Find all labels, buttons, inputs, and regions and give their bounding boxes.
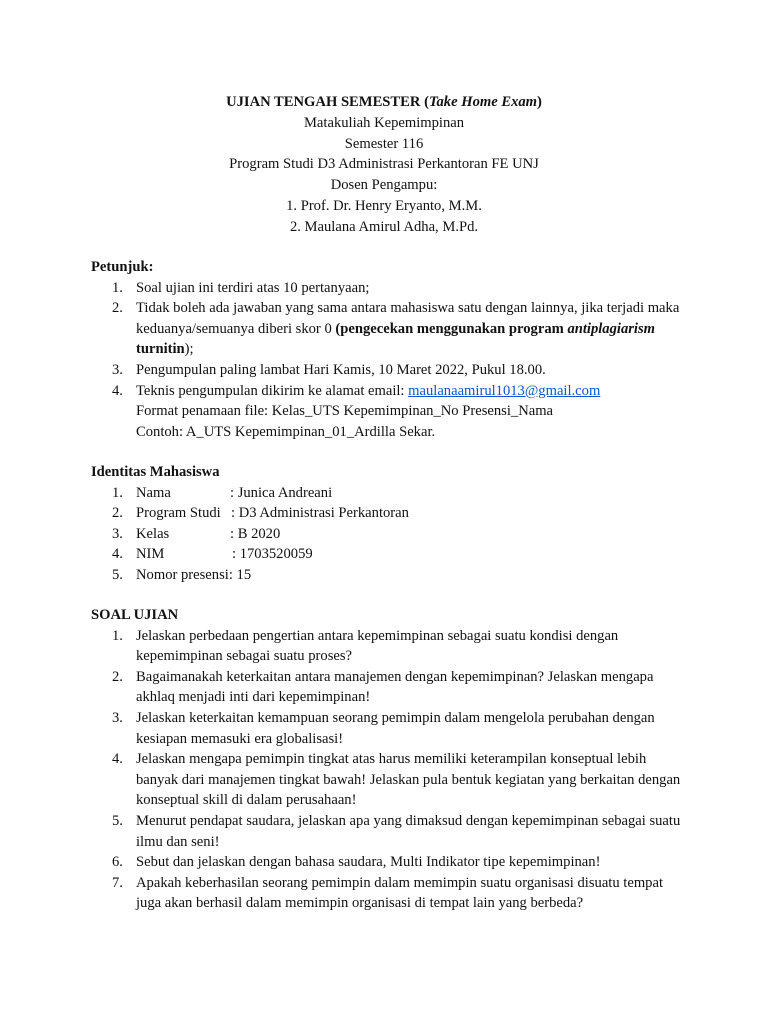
identity-heading: Identitas Mahasiswa <box>91 464 220 480</box>
instructions-list <box>91 278 691 443</box>
list-item: 5. Menurut pendapat saudara, jelaskan apa yang dimaksud dengan kepemimpinan sebagai suatu ilmu dan seni! <box>112 812 681 850</box>
course-name: Matakuliah Kepemimpinan <box>303 114 465 131</box>
exam-header <box>0 92 768 238</box>
list-item: 7. Apakah keberhasilan seorang pemimpin dalam memimpin suatu organisasi disuatu tempat juga akan berhasil dalam memimpin organisasi di tempat lain yang berbeda? <box>112 874 664 912</box>
lecturer-2: 2. Maulana Amirul Adha, M.Pd. <box>289 218 479 235</box>
list-item: 2. Program Studi : D3 Administrasi Perkantoran <box>112 505 409 522</box>
list-item: 3. Jelaskan keterkaitan kemampuan seorang pemimpin dalam mengelola perubahan dengan kesiapan memasuki era globalisasi! <box>112 709 655 747</box>
exam-title: UJIAN TENGAH SEMESTER (Take Home Exam) <box>226 94 542 110</box>
list-item: 3. Pengumpulan paling lambat Hari Kamis, 10 Maret 2022, Pukul 18.00. <box>112 361 546 378</box>
list-item: 4. Jelaskan mengapa pemimpin tingkat atas harus memiliki keterampilan konseptual lebih banyak dari manajemen tingkat bawah! Jelaskan pula bentuk kegiatan yang berkaitan dengan konseptual skill di dalam perusahaan! <box>112 751 681 809</box>
list-item: 2. Tidak boleh ada jawaban yang sama antara mahasiswa satu dengan lainnya, jika terjadi maka keduanya/semuanya diberi skor 0 (pengecekan menggunakan program antiplagiarism turnitin); <box>112 300 680 358</box>
questions-list <box>91 626 691 914</box>
list-item: 1. Soal ujian ini terdiri atas 10 pertanyaan; <box>112 279 370 296</box>
instructions-heading: Petunjuk: <box>91 259 154 275</box>
list-item: 4. NIM : 1703520059 <box>112 546 313 563</box>
questions-heading: SOAL UJIAN <box>91 607 179 623</box>
study-program: Program Studi D3 Administrasi Perkantoran FE UNJ <box>229 156 539 173</box>
list-item: 3. Kelas : B 2020 <box>112 525 281 542</box>
email-link[interactable]: maulanaamirul1013@gmail.com <box>408 382 601 399</box>
list-item: 6. Sebut dan jelaskan dengan bahasa saudara, Multi Indikator tipe kepemimpinan! <box>112 854 601 871</box>
list-item: 1. Jelaskan perbedaan pengertian antara kepemimpinan sebagai suatu kondisi dengan kepemimpinan sebagai suatu proses? <box>112 627 619 665</box>
list-item: 2. Bagaimanakah keterkaitan antara manajemen dengan kepemimpinan? Jelaskan mengapa akhlaq menjadi inti dari kepemimpinan! <box>112 668 654 706</box>
list-item: 1. Nama : Junica Andreani <box>112 484 333 501</box>
identity-section <box>91 462 691 586</box>
lecturer-heading: Dosen Pengampu: <box>330 177 438 194</box>
questions-section <box>91 605 691 914</box>
list-item: 4. Teknis pengumpulan dikirim ke alamat email: maulanaamirul1013@gmail.com Format penamaan file: Kelas_UTS Kepemimpinan_No Presensi_Nama Contoh: A_UTS Kepemimpinan_01_Ardilla Sekar. <box>112 382 601 440</box>
semester: Semester 116 <box>344 135 424 152</box>
instructions-section <box>91 257 691 442</box>
identity-list <box>91 483 691 586</box>
list-item: 5. Nomor presensi: 15 <box>112 566 252 583</box>
lecturer-1: 1. Prof. Dr. Henry Eryanto, M.M. <box>286 197 482 214</box>
